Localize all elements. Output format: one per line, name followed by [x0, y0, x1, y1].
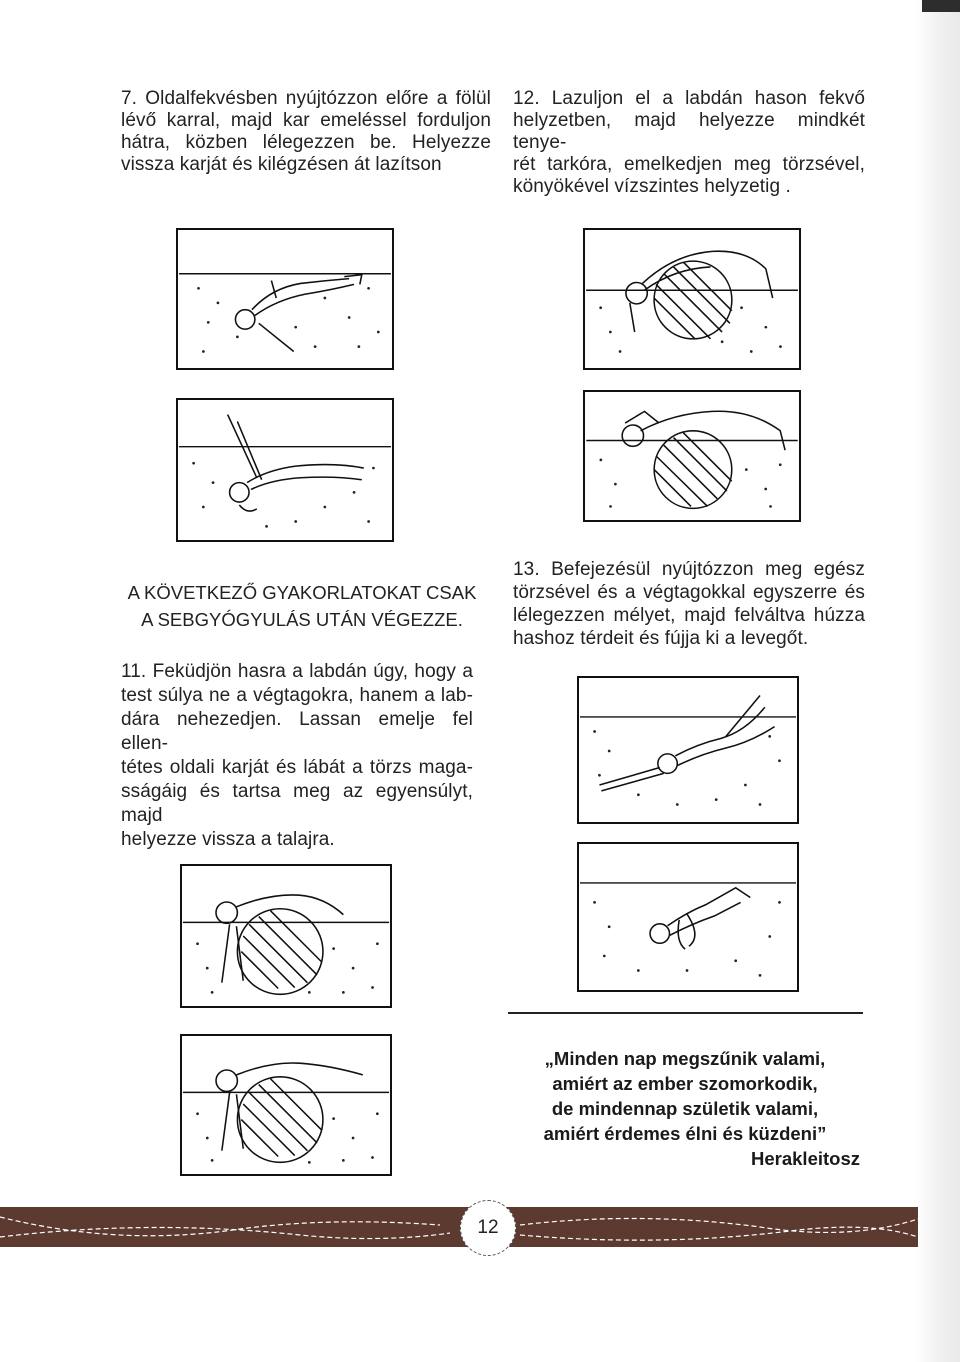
exercise-11-line: helyezze vissza a talajra.: [121, 829, 335, 850]
exercise-13-line: lélegezzen mélyet, majd felváltva húzza: [513, 605, 865, 626]
exercise-11-line: test súlya ne a végtagokra, hanem a lab-: [121, 685, 473, 706]
illustration-exercise-7-side-lying: [176, 228, 394, 370]
corner-mark: [922, 0, 960, 12]
exercise-13-text: [513, 558, 865, 650]
exercise-13-line: hashoz térdeit és fújja ki a levegőt.: [513, 628, 809, 649]
exercise-7-line: 7. Oldalfekvésben nyújtózzon előre a fölül: [121, 88, 491, 109]
illustration-exercise-7-rotation: [176, 398, 394, 542]
footer-wave-decoration: [0, 1207, 918, 1247]
page-number: 12: [477, 1217, 499, 1238]
quote-author: Herakleitosz: [751, 1148, 860, 1169]
notice-line-2: A SEBGYÓGYULÁS UTÁN VÉGEZZE.: [141, 609, 463, 630]
exercise-12-line: rét tarkóra, emelkedjen meg törzsével,: [513, 154, 865, 175]
illustration-exercise-12-prone-on-ball: [583, 228, 801, 370]
exercise-7-text: [121, 88, 491, 176]
page-number-badge: [460, 1200, 516, 1256]
exercise-7-line: hátra, közben lélegezzen be. Helyezze: [121, 132, 491, 153]
illustration-exercise-11-prone-on-ball: [180, 864, 392, 1008]
exercise-11-line: dára nehezedjen. Lassan emelje fel ellen-: [121, 709, 473, 754]
exercise-13-line: törzsével és a végtagokkal egyszerre és: [513, 582, 865, 603]
quote-line: amiért az ember szomorkodik,: [552, 1073, 818, 1094]
exercise-12-line: 12. Lazuljon el a labdán hason fekvő: [513, 88, 865, 109]
exercise-13-line: 13. Befejezésül nyújtózzon meg egész: [513, 559, 865, 580]
exercise-11-line: tétes oldali karját és lábát a törzs maga-: [121, 757, 473, 778]
quote-divider: [508, 1012, 863, 1014]
exercise-12-line: helyzetben, majd helyezze mindkét tenye-: [513, 110, 865, 153]
illustration-exercise-12-elbows-lifted: [583, 390, 801, 522]
exercise-7-line: lévő karral, majd kar emeléssel forduljon: [121, 110, 491, 131]
exercise-12-line: könyökével vízszintes helyzetig .: [513, 176, 791, 197]
exercise-7-line: vissza karját és kilégzésen át lazítson: [121, 154, 442, 175]
quote-line: amiért érdemes élni és küzdeni”: [543, 1123, 827, 1144]
warning-notice: [112, 582, 492, 631]
exercise-11-text: [121, 660, 473, 852]
footer-band: [0, 1207, 918, 1247]
notice-line-1: A KÖVETKEZŐ GYAKORLATOKAT CSAK: [127, 582, 477, 603]
exercise-12-text: [513, 88, 865, 198]
exercise-11-line: 11. Feküdjön hasra a labdán úgy, hogy a: [121, 661, 473, 682]
quote-line: de mindennap születik valami,: [551, 1098, 819, 1119]
closing-quote: [510, 1046, 860, 1171]
page-edge-shadow: [916, 0, 960, 1362]
illustration-exercise-13-knees-to-chest: [577, 842, 799, 992]
illustration-exercise-11-lift-opposite-limbs: [180, 1034, 392, 1176]
quote-line: „Minden nap megszűnik valami,: [544, 1048, 826, 1069]
illustration-exercise-13-stretch: [577, 676, 799, 824]
exercise-11-line: sságáig és tartsa meg az egyensúlyt, majd: [121, 781, 473, 826]
